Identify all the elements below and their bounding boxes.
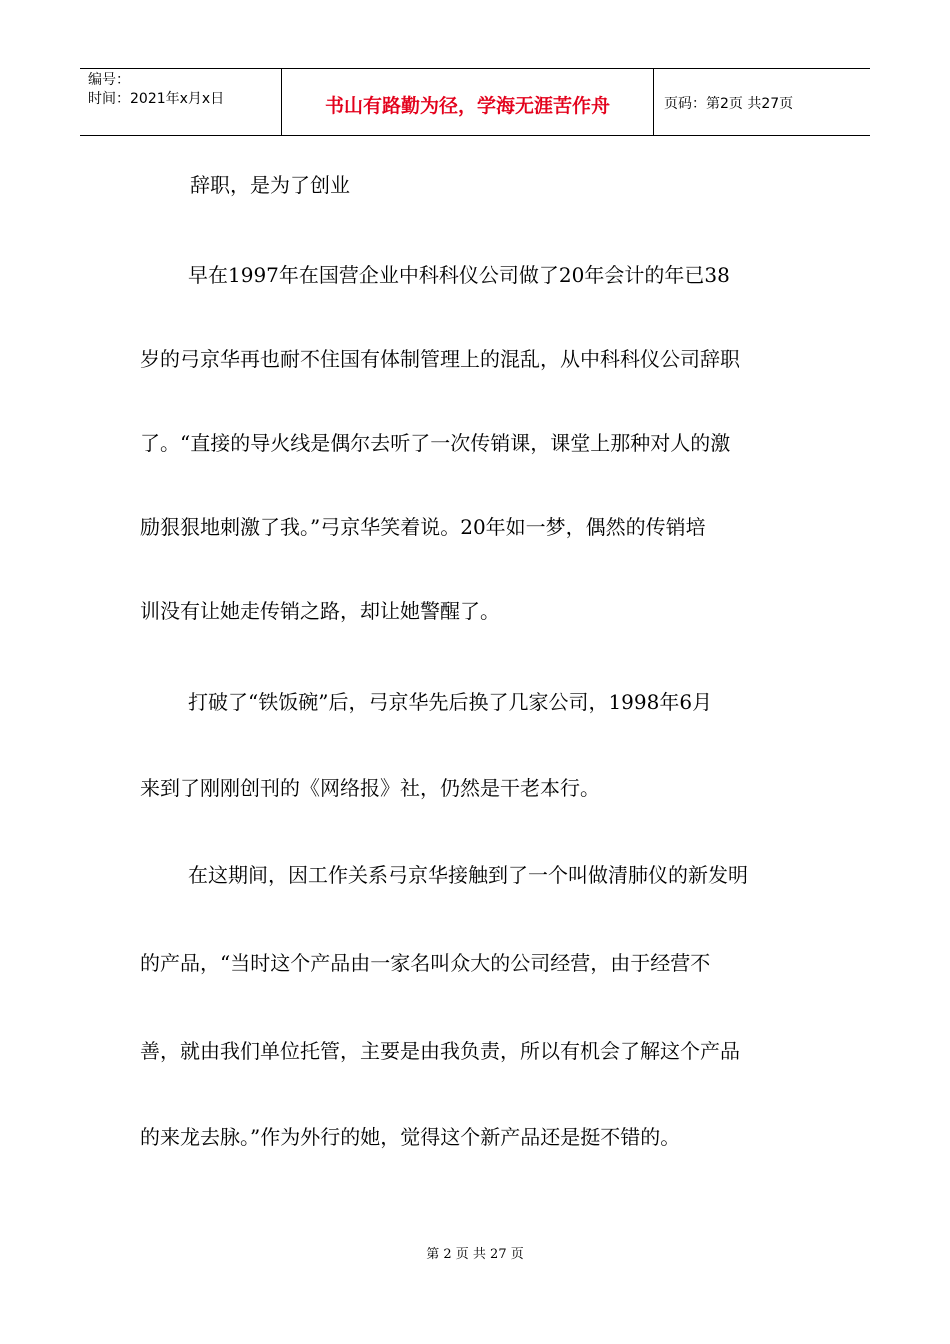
paragraph-line: 善，就由我们单位托管，主要是由我负责，所以有机会了解这个产品 <box>140 1039 740 1063</box>
document-number-label: 编号： <box>88 72 130 88</box>
paragraph-line: 励狠狠地刺激了我。”弓京华笑着说。20年如一梦，偶然的传销培 <box>140 515 706 539</box>
document-time-label: 时间：2021年x月x日 <box>88 91 225 107</box>
paragraph-line: 了。“直接的导火线是偶尔去听了一次传销课，课堂上那种对人的激 <box>140 431 731 455</box>
section-heading: 辞职，是为了创业 <box>190 173 350 197</box>
page-footer: 第 2 页 共 27 页 <box>426 1247 524 1262</box>
paragraph-line: 训没有让她走传销之路，却让她警醒了。 <box>140 599 500 623</box>
header-meta <box>80 69 282 135</box>
paragraph-line: 在这期间，因工作关系弓京华接触到了一个叫做清肺仪的新发明 <box>188 863 748 887</box>
paragraph-line: 早在1997年在国营企业中科科仪公司做了20年会计的年已38 <box>188 263 730 287</box>
header-motto: 书山有路勤为径，学海无涯苦作舟 <box>282 69 654 135</box>
paragraph-line: 打破了“铁饭碗”后，弓京华先后换了几家公司，1998年6月 <box>188 690 713 714</box>
paragraph-line: 的产品，“当时这个产品由一家名叫众大的公司经营，由于经营不 <box>140 951 711 975</box>
paragraph-line: 岁的弓京华再也耐不住国有体制管理上的混乱，从中科科仪公司辞职 <box>140 347 740 371</box>
header-page-info: 页码：第2页 共27页 <box>664 96 794 112</box>
paragraph-line: 来到了刚刚创刊的《网络报》社，仍然是干老本行。 <box>140 776 600 800</box>
page-header <box>80 68 870 136</box>
paragraph-line: 的来龙去脉。”作为外行的她，觉得这个新产品还是挺不错的。 <box>140 1125 681 1149</box>
